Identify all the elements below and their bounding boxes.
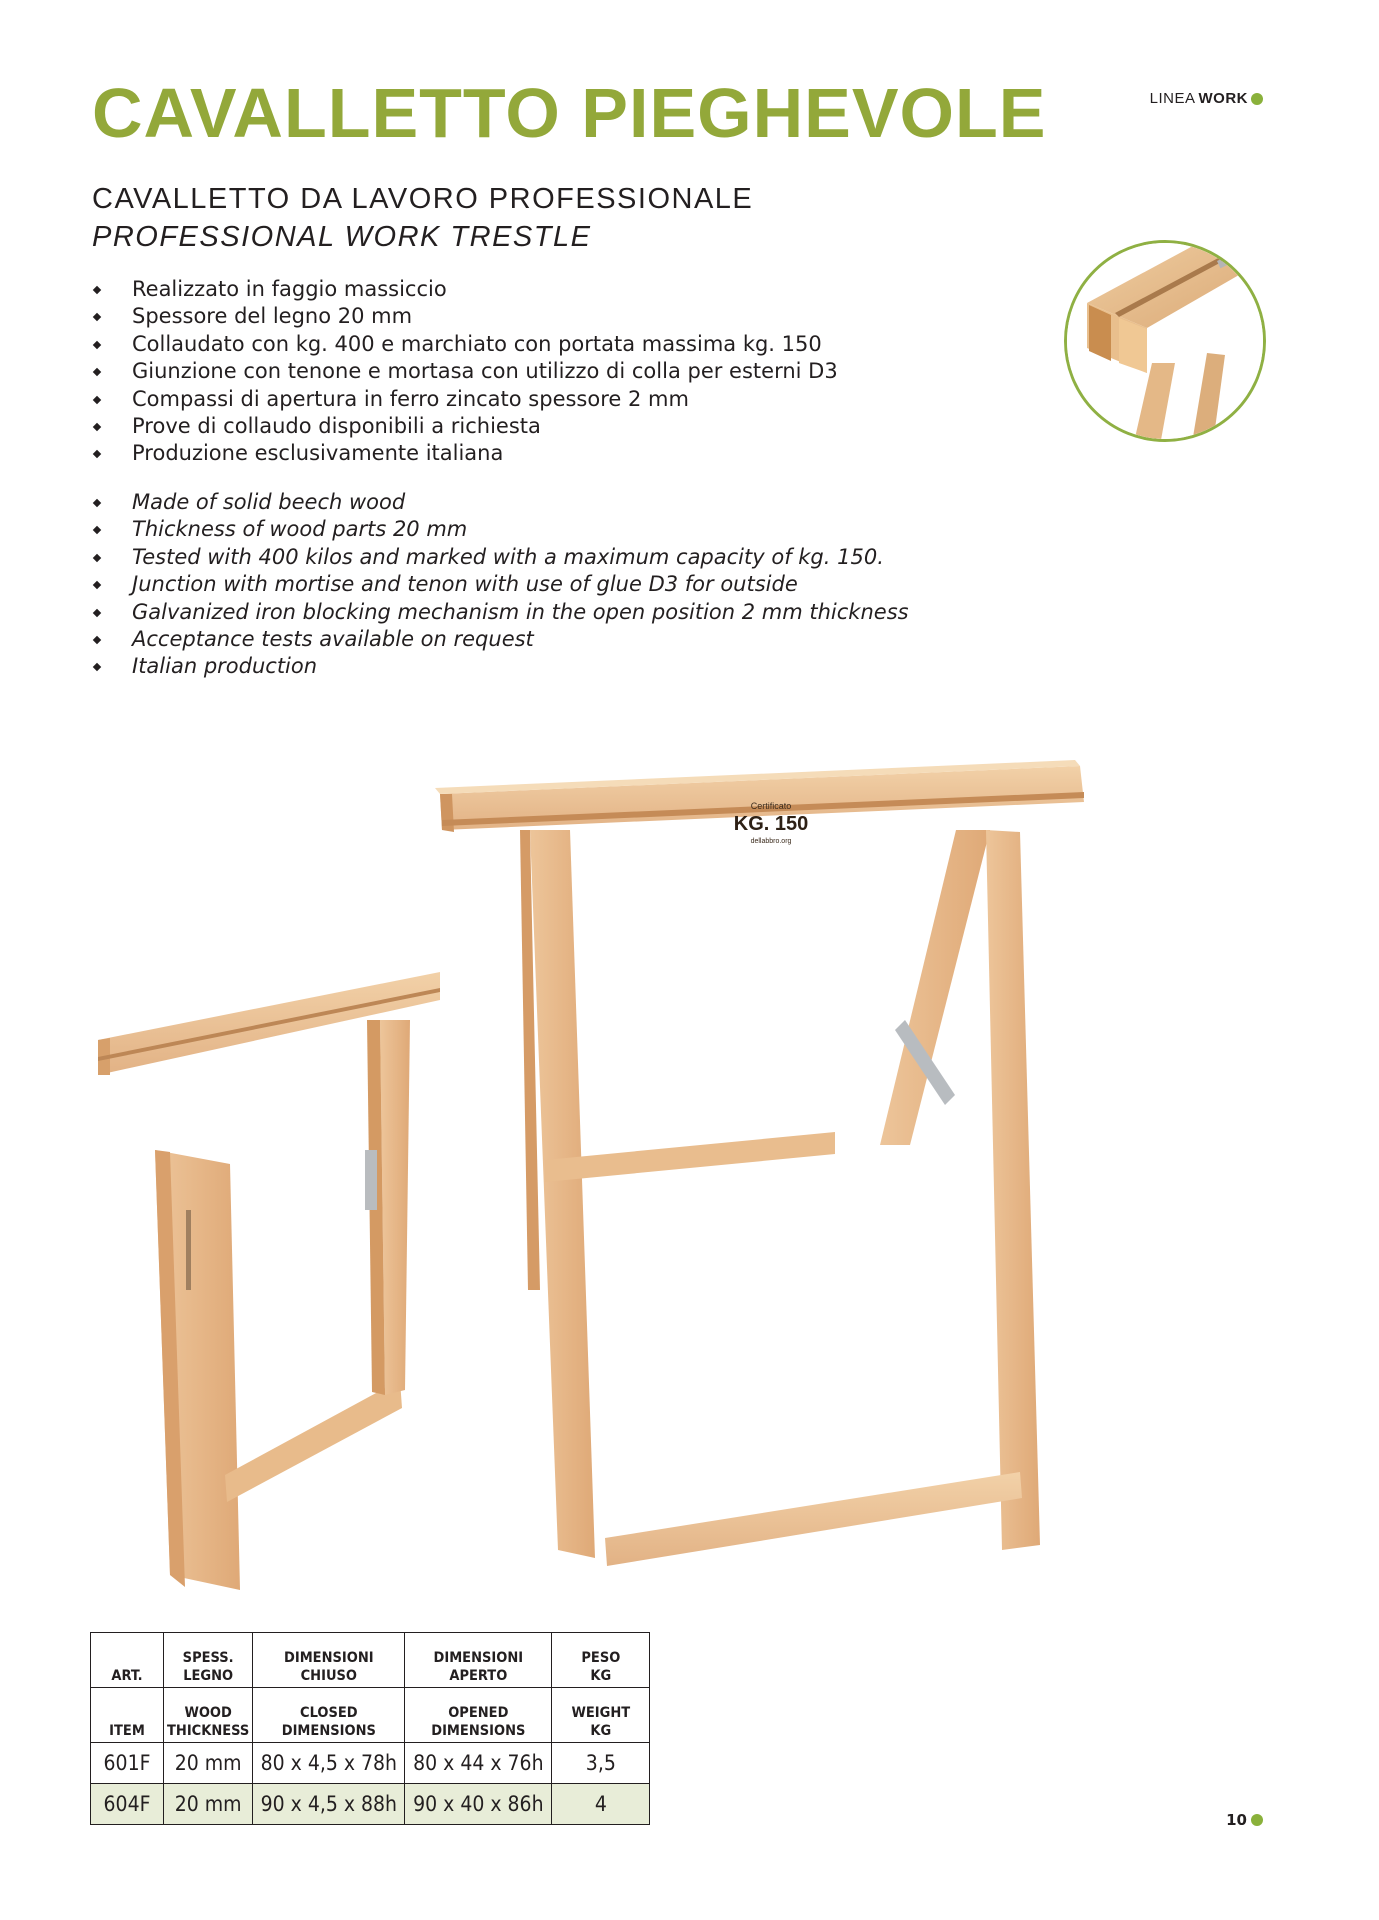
bullet-diamond-icon	[93, 423, 101, 431]
bullet-diamond-icon	[93, 341, 101, 349]
table-cell: 4	[552, 1784, 650, 1825]
folded-trestle	[98, 972, 440, 1590]
feature-item: Galvanized iron blocking mechanism in the open position 2 mm thickness	[92, 599, 909, 626]
bullet-diamond-icon	[93, 313, 101, 321]
table-cell: 80 x 44 x 76h	[405, 1743, 552, 1784]
feature-item: Italian production	[92, 653, 909, 680]
bullet-diamond-icon	[93, 581, 101, 589]
bullet-diamond-icon	[93, 608, 101, 616]
bullet-diamond-icon	[93, 368, 101, 376]
feature-item: Realizzato in faggio massiccio	[92, 276, 838, 303]
stamp-line-3: dellabbro.org	[750, 838, 792, 845]
trestle-joint-detail-illustration	[1067, 243, 1263, 439]
table-cell: 90 x 4,5 x 88h	[253, 1784, 405, 1825]
bullet-diamond-icon	[93, 499, 101, 507]
brand-logo	[1150, 90, 1263, 107]
trestle-product-images	[90, 690, 1290, 1590]
bullet-diamond-icon	[93, 286, 101, 294]
page-number-label: 10	[1226, 1811, 1247, 1829]
feature-item: Giunzione con tenone e mortasa con utilizzo di colla per esterni D3	[92, 358, 838, 385]
bullet-diamond-icon	[93, 554, 101, 562]
specifications-table	[90, 1632, 650, 1825]
brand-prefix: LINEA	[1149, 90, 1196, 107]
feature-item: Tested with 400 kilos and marked with a maximum capacity of kg. 150.	[92, 544, 909, 571]
feature-item: Made of solid beech wood	[92, 489, 909, 516]
table-cell: 80 x 4,5 x 78h	[253, 1743, 405, 1784]
feature-item: Compassi di apertura in ferro zincato spessore 2 mm	[92, 386, 838, 413]
col-header: DIMENSIONI APERTO	[405, 1633, 552, 1688]
subtitle-italian: CAVALLETTO DA LAVORO PROFESSIONALE	[92, 183, 754, 215]
bullet-diamond-icon	[93, 526, 101, 534]
table-cell: 90 x 40 x 86h	[405, 1784, 552, 1825]
col-header: WOOD THICKNESS	[164, 1688, 253, 1743]
detail-closeup-image	[1064, 240, 1266, 442]
feature-item: Prove di collaudo disponibili a richiesta	[92, 413, 838, 440]
table-row	[91, 1784, 650, 1825]
page-title: CAVALLETTO PIEGHEVOLE	[92, 74, 1047, 152]
table-header-row	[91, 1688, 650, 1743]
trestle-illustration	[90, 690, 1290, 1590]
table-cell: 20 mm	[164, 1784, 253, 1825]
bullet-diamond-icon	[93, 450, 101, 458]
col-header: PESO KG	[552, 1633, 650, 1688]
feature-item: Acceptance tests available on request	[92, 626, 909, 653]
green-dot-icon	[1251, 93, 1263, 105]
col-header: ITEM	[91, 1688, 164, 1743]
feature-item: Spessore del legno 20 mm	[92, 303, 838, 330]
feature-item: Thickness of wood parts 20 mm	[92, 516, 909, 543]
bullet-diamond-icon	[93, 636, 101, 644]
table-cell: 601F	[91, 1743, 164, 1784]
col-header: WEIGHT KG	[552, 1688, 650, 1743]
table-cell: 20 mm	[164, 1743, 253, 1784]
features-english-list	[92, 489, 909, 681]
table-cell: 3,5	[552, 1743, 650, 1784]
stamp-line-1: Certificato	[750, 801, 792, 811]
feature-item: Collaudato con kg. 400 e marchiato con portata massima kg. 150	[92, 331, 838, 358]
col-header: OPENED DIMENSIONS	[405, 1688, 552, 1743]
col-header: CLOSED DIMENSIONS	[253, 1688, 405, 1743]
green-dot-icon	[1251, 1814, 1263, 1826]
col-header: DIMENSIONI CHIUSO	[253, 1633, 405, 1688]
stamp-line-2: KG. 150	[733, 813, 809, 835]
table-header-row	[91, 1633, 650, 1688]
feature-item: Produzione esclusivamente italiana	[92, 440, 838, 467]
feature-item: Junction with mortise and tenon with use of glue D3 for outside	[92, 571, 909, 598]
features-italian-list	[92, 276, 838, 468]
subtitle-english: PROFESSIONAL WORK TRESTLE	[92, 221, 592, 253]
col-header: SPESS. LEGNO	[164, 1633, 253, 1688]
col-header: ART.	[91, 1633, 164, 1688]
brand-suffix: WORK	[1198, 90, 1248, 107]
open-trestle	[435, 760, 1084, 1566]
bullet-diamond-icon	[93, 395, 101, 403]
table-row	[91, 1743, 650, 1784]
bullet-diamond-icon	[93, 663, 101, 671]
subtitle	[92, 180, 753, 256]
page-number	[1226, 1811, 1263, 1829]
table-cell: 604F	[91, 1784, 164, 1825]
